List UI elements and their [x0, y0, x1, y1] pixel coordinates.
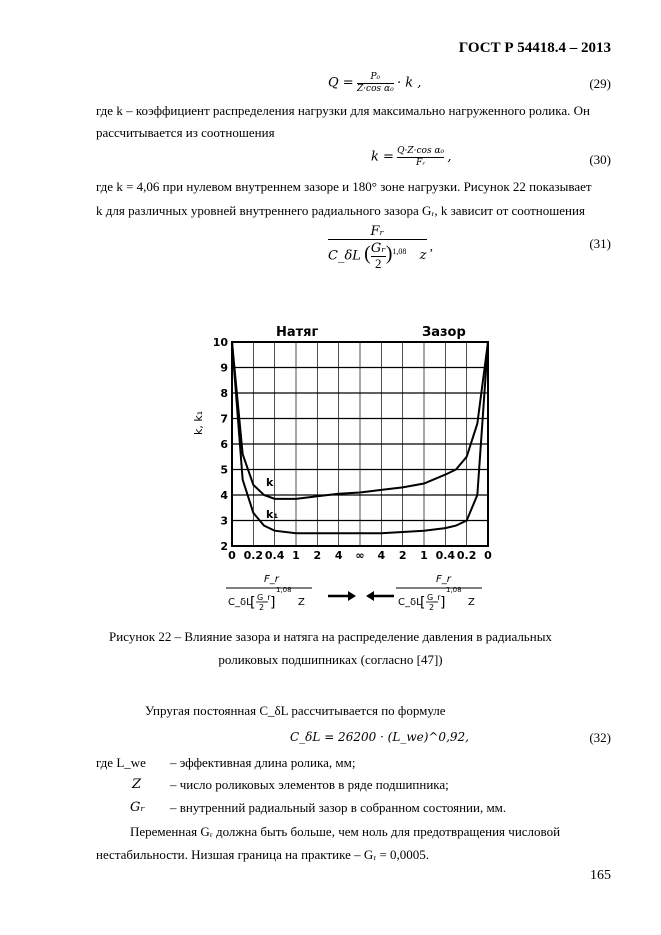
chart-y-ticks: [213, 336, 229, 553]
x-tick-label: 2: [313, 549, 322, 562]
y-tick-label: 2: [220, 540, 228, 553]
caption-line1: Рисунок 22 – Влияние зазора и натяга на распределение давления в радиальных: [109, 629, 552, 644]
x-tick-label: 0.4: [264, 549, 285, 562]
bl-num: F_r: [264, 574, 279, 585]
y-axis-label: k, k₁: [192, 410, 205, 435]
text4-line1: Переменная Gᵣ должна быть больше, чем ноль для предотвращения числовой: [130, 824, 561, 839]
x-tick-label: 0: [228, 549, 236, 562]
eq29-number: (29): [589, 76, 611, 91]
eq30-num: Q·Z·cos α₀: [397, 146, 445, 156]
page-number: 165: [590, 868, 611, 883]
x-tick-label: 0.2: [456, 549, 477, 562]
text2-line1: где k = 4,06 при нулевом внутреннем зазоре и 180° зоне нагрузки. Рисунок 22 показывает: [96, 179, 592, 194]
eq31-exp: 1,08: [392, 247, 407, 257]
eq30-number: (30): [589, 152, 611, 167]
equation-29: [328, 72, 421, 95]
equation-31: Fᵣ C_δL ( $\frac{\text{Gᵣ}}{2}$ )$^{1,08}$ z ,: [328, 224, 434, 271]
br-g: G_r: [427, 593, 441, 602]
br-exp: 1,08: [446, 586, 462, 594]
y-tick-label: 6: [220, 438, 228, 451]
x-tick-label: 4: [334, 549, 343, 562]
y-tick-label: 7: [220, 412, 228, 426]
br-c: C_δL: [398, 597, 422, 608]
bl-z: Z: [298, 597, 305, 608]
def-desc-gr: – внутренний радиальный зазор в собранном состоянии, мм.: [170, 800, 507, 815]
label-natyag: Натяг: [276, 325, 319, 340]
text2-line2: k для различных уровней внутреннего радиального зазора Gᵣ, k зависит от соотношения: [96, 203, 585, 218]
def-symbol-lwe: где L_we: [96, 755, 146, 770]
x-tick-label: 2: [398, 549, 407, 562]
eq32-number: (32): [589, 730, 611, 745]
eq29-tail: · k ,: [396, 75, 422, 91]
bottom-left-formula: [226, 574, 312, 612]
chart-x-ticks: [228, 549, 492, 562]
eq31-num: Fᵣ: [328, 224, 427, 240]
bl-c: C_δL: [228, 597, 252, 608]
x-tick-label: 0: [484, 549, 492, 562]
eq30-lhs: k =: [371, 149, 394, 165]
x-tick-label: 1: [420, 549, 428, 562]
eq31-den-g: Gᵣ: [370, 241, 386, 256]
text4-line2: нестабильности. Низшая граница на практике – Gᵣ = 0,0005.: [96, 847, 430, 862]
y-tick-label: 4: [220, 489, 228, 502]
caption-line2: роликовых подшипниках (согласно [47]): [218, 652, 443, 667]
eq29-den: Z·cos α₀: [356, 84, 394, 94]
y-tick-label: 8: [220, 387, 228, 400]
bottom-right-formula: [396, 574, 482, 612]
svg-text:[: [: [250, 595, 256, 611]
def-desc-z: – число роликовых элементов в ряде подшипника;: [170, 777, 449, 792]
standard-header: ГОСТ Р 54418.4 – 2013: [458, 40, 611, 56]
svg-text:[: [: [420, 595, 426, 611]
svg-text:]: ]: [440, 595, 446, 611]
bl-2: 2: [259, 603, 265, 612]
figure-22: [190, 320, 510, 620]
eq31-den-z: z: [419, 248, 427, 264]
label-zazor: Зазор: [422, 325, 466, 340]
svg-text:]: ]: [270, 595, 276, 611]
x-tick-label: ∞: [355, 549, 365, 562]
def-symbol-gr: Gᵣ: [130, 800, 145, 815]
y-tick-label: 9: [220, 361, 228, 375]
x-tick-label: 1: [292, 549, 300, 562]
arrow-right-icon: [328, 591, 356, 601]
equation-32: C_δL = 26200 · (L_we)^0,92,: [290, 730, 469, 744]
x-tick-label: 4: [377, 549, 386, 562]
x-tick-label: 0.2: [243, 549, 264, 562]
eq29-lhs: Q =: [328, 75, 354, 91]
bl-g: G_r: [257, 593, 271, 602]
bl-exp: 1,08: [276, 586, 292, 594]
text1-line2: рассчитывается из соотношения: [96, 125, 275, 140]
arrow-left-icon: [366, 591, 394, 601]
br-2: 2: [429, 603, 435, 612]
eq31-den-c: C_δL: [328, 248, 361, 264]
def-desc-lwe: – эффективная длина ролика, мм;: [170, 755, 356, 770]
text1-line1: где k – коэффициент распределения нагрузки для максимально нагруженного ролика. Он: [96, 103, 590, 118]
eq30-den: Fᵣ: [415, 158, 426, 168]
eq31-den-2: 2: [375, 256, 382, 271]
x-tick-label: 0.4: [435, 549, 456, 562]
curve-k-label: k: [266, 476, 274, 489]
y-tick-label: 5: [220, 463, 228, 477]
text3-line1: Упругая постоянная C_δL рассчитывается по формуле: [145, 703, 446, 718]
br-z: Z: [468, 597, 475, 608]
curve-k1-label: k₁: [266, 508, 279, 521]
br-num: F_r: [436, 574, 451, 585]
eq29-num: P₀: [357, 72, 394, 84]
y-tick-label: 3: [220, 514, 228, 528]
y-tick-label: 10: [212, 336, 228, 349]
eq31-number: (31): [589, 236, 611, 251]
def-symbol-z: Z: [132, 777, 142, 792]
equation-30: [371, 146, 452, 169]
eq31-tail: ,: [429, 238, 434, 254]
eq30-tail: ,: [447, 149, 452, 165]
